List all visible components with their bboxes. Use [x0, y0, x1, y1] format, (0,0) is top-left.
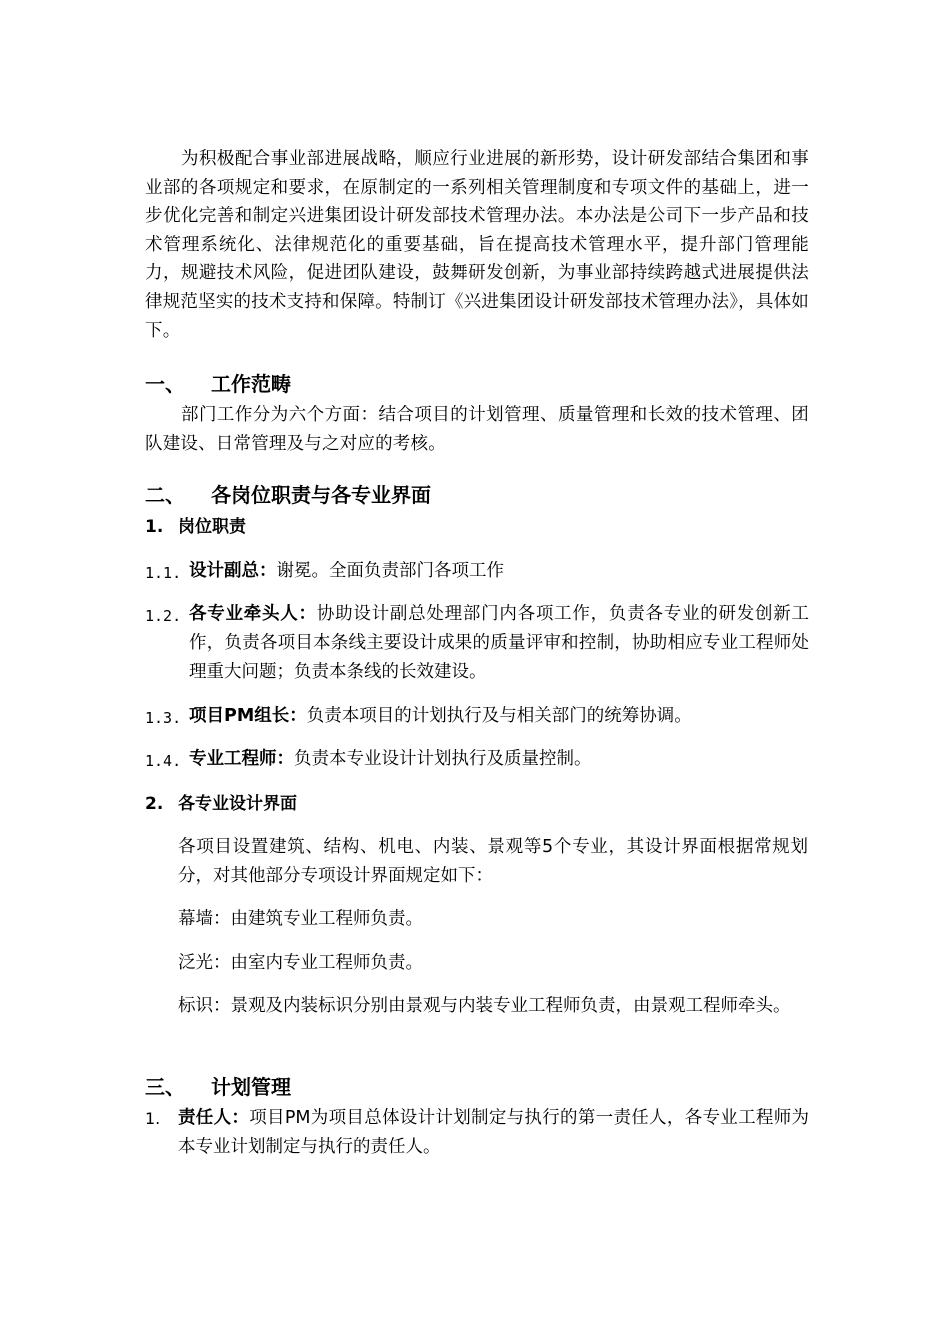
- list-item: [145, 745, 809, 774]
- section-title: 工作范畴: [211, 372, 291, 396]
- section-title: 各岗位职责与各专业界面: [211, 483, 431, 507]
- item-body: [189, 745, 809, 774]
- scope-paragraph: 部门工作分为六个方面：结合项目的计划管理、质量管理和长效的技术管理、团队建设、日常管理及与之对应的考核。: [145, 405, 809, 454]
- item-lead: 责任人：: [178, 1108, 250, 1128]
- item-text: 协助设计副总处理部门内各项工作，负责各专业的研发创新工作，负责各项目本条线主要设计成果的质量评审和控制，协助相应专业工程师处理重大问题；负责本条线的长效建设。: [189, 604, 810, 682]
- section-number: 一、: [145, 372, 185, 396]
- item-text: 谢冕。全面负责部门各项工作: [276, 561, 504, 581]
- item-lead: 设计副总：: [189, 561, 277, 581]
- list-item: [145, 600, 809, 687]
- item-lead: 专业工程师：: [189, 749, 294, 769]
- item-number: 1.4.: [145, 752, 182, 770]
- item-text: 负责本项目的计划执行及与相关部门的统筹协调。: [306, 706, 692, 726]
- list-item: [145, 702, 809, 731]
- item-body: [189, 557, 809, 586]
- item-text: 项目PM为项目总体设计计划制定与执行的第一责任人，各专业工程师为本专业计划制定与执行的责任人。: [178, 1108, 809, 1157]
- subsection-heading-duties: [145, 514, 246, 540]
- list-item: [145, 1104, 809, 1162]
- interfaces-paragraph: 泛光：由室内专业工程师负责。: [178, 953, 423, 973]
- item-number: 1.2.: [145, 607, 182, 625]
- section-number: 三、: [145, 1075, 185, 1099]
- interfaces-paragraph: 幕墙：由建筑专业工程师负责。: [178, 909, 423, 929]
- item-lead: 各专业牵头人：: [189, 604, 317, 624]
- subsection-title: 各专业设计界面: [178, 794, 297, 814]
- subsection-heading-interfaces: [145, 791, 297, 817]
- section-number: 二、: [145, 483, 185, 507]
- section-heading-planning: [145, 1073, 291, 1101]
- interfaces-paragraph: 标识：景观及内装标识分别由景观与内装专业工程师负责，由景观工程师牵头。: [178, 996, 791, 1016]
- item-number: 1.: [145, 1109, 161, 1128]
- item-body: [189, 702, 809, 731]
- section-heading-scope: [145, 370, 291, 398]
- subsection-title: 岗位职责: [178, 517, 246, 537]
- item-text: 负责本专业设计计划执行及质量控制。: [294, 749, 592, 769]
- item-number: 1.1.: [145, 564, 182, 582]
- section-heading-duties: [145, 481, 431, 509]
- item-lead: 项目PM组长：: [189, 706, 307, 726]
- subsection-number: 1.: [145, 517, 164, 537]
- section-title: 计划管理: [211, 1075, 291, 1099]
- item-number: 1.3.: [145, 709, 182, 727]
- subsection-number: 2.: [145, 794, 164, 814]
- item-body: [189, 600, 809, 687]
- item-body: [178, 1104, 809, 1162]
- list-item: [145, 557, 809, 586]
- intro-paragraph: 为积极配合事业部进展战略，顺应行业进展的新形势，设计研发部结合集团和事业部的各项规定和要求，在原制定的一系列相关管理制度和专项文件的基础上，进一步优化完善和制定兴进集团设计研发部技术管理办法。本办法是公司下一步产品和技术管理系统化、法律规范化的重要基础，旨在提高技术管理水平，提升部门管理能力，规避技术风险，促进团队建设，鼓舞研发创新，为事业部持续跨越式进展提供法律规范坚实的技术支持和保障。特制订《兴进集团设计研发部技术管理办法》，具体如下。: [145, 149, 809, 341]
- interfaces-paragraph: 各项目设置建筑、结构、机电、内装、景观等5个专业，其设计界面根据常规划分，对其他部分专项设计界面规定如下：: [178, 837, 808, 886]
